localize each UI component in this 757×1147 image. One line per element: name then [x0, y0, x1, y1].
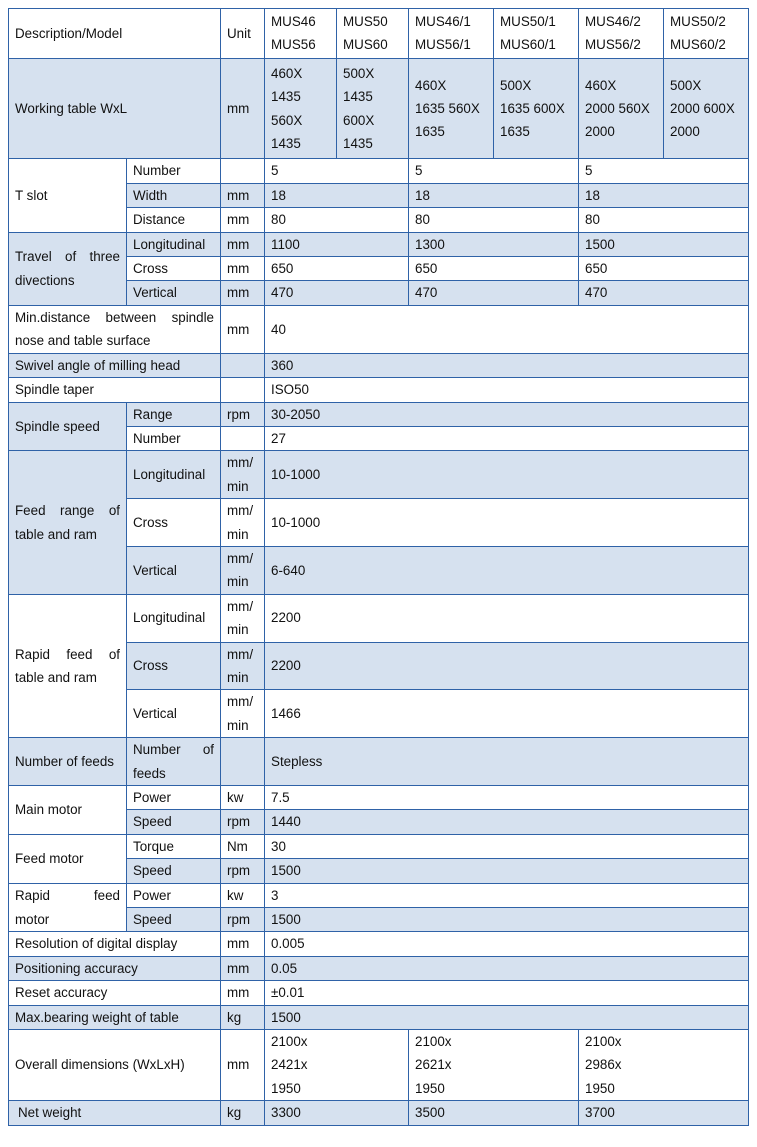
- row-label: Positioning accuracy: [9, 956, 221, 980]
- table-row: [9, 834, 749, 858]
- row-unit: [221, 426, 265, 450]
- sub-label: Power: [127, 883, 221, 907]
- value-cell: 1500: [265, 1005, 749, 1029]
- row-label: Main motor: [9, 786, 127, 835]
- value-cell: 3500: [409, 1101, 579, 1125]
- sub-label: Width: [127, 183, 221, 207]
- table-row: [9, 883, 749, 907]
- value-cell: 470: [265, 281, 409, 305]
- header-model: MUS46/2 MUS56/2: [579, 9, 664, 59]
- row-label: Feed motor: [9, 834, 127, 883]
- row-unit: mm: [221, 232, 265, 256]
- row-label: Spindle speed: [9, 402, 127, 451]
- sub-label: Longitudinal: [127, 232, 221, 256]
- value-cell: 470: [579, 281, 749, 305]
- table-row: [9, 956, 749, 980]
- value-cell: 7.5: [265, 786, 749, 810]
- table-row: [9, 981, 749, 1005]
- value-cell: 360: [265, 353, 749, 377]
- row-unit: mm: [221, 981, 265, 1005]
- row-unit: mm: [221, 932, 265, 956]
- value-cell: 460X 1435 560X 1435: [265, 58, 337, 159]
- row-unit: [221, 159, 265, 183]
- value-cell: 3: [265, 883, 749, 907]
- value-cell: 460X 1635 560X 1635: [409, 58, 494, 159]
- table-row: [9, 451, 749, 499]
- row-label: Min.distance between spindle nose and table surface: [9, 305, 221, 353]
- row-unit: mm: [221, 305, 265, 353]
- row-unit: kg: [221, 1101, 265, 1125]
- value-cell: 1100: [265, 232, 409, 256]
- row-unit: mm: [221, 281, 265, 305]
- row-unit: Nm: [221, 834, 265, 858]
- value-cell: 5: [265, 159, 409, 183]
- row-label: Net weight: [9, 1101, 221, 1125]
- table-row: [9, 159, 749, 183]
- row-unit: kw: [221, 883, 265, 907]
- table-row: [9, 1101, 749, 1125]
- header-row: [9, 9, 749, 59]
- sub-label: Cross: [127, 642, 221, 690]
- sub-label: Number of feeds: [127, 738, 221, 786]
- sub-label: Range: [127, 402, 221, 426]
- row-unit: mm: [221, 183, 265, 207]
- value-cell: 650: [579, 257, 749, 281]
- value-cell: 30: [265, 834, 749, 858]
- value-cell: 10-1000: [265, 499, 749, 547]
- sub-label: Longitudinal: [127, 594, 221, 642]
- table-row: [9, 58, 749, 159]
- sub-label: Distance: [127, 208, 221, 232]
- sub-label: Speed: [127, 810, 221, 834]
- value-cell: 2200: [265, 642, 749, 690]
- sub-label: Torque: [127, 834, 221, 858]
- value-cell: 18: [409, 183, 579, 207]
- table-row: [9, 402, 749, 426]
- row-unit: rpm: [221, 810, 265, 834]
- table-row: [9, 378, 749, 402]
- value-cell: 18: [579, 183, 749, 207]
- sub-label: Cross: [127, 499, 221, 547]
- value-cell: 2100x 2621x 1950: [409, 1030, 579, 1101]
- row-unit: mm/ min: [221, 451, 265, 499]
- header-unit: Unit: [221, 9, 265, 59]
- table-row: [9, 1030, 749, 1101]
- value-cell: 460X 2000 560X 2000: [579, 58, 664, 159]
- row-label: Swivel angle of milling head: [9, 353, 221, 377]
- value-cell: 40: [265, 305, 749, 353]
- row-unit: [221, 738, 265, 786]
- value-cell: 2100x 2421x 1950: [265, 1030, 409, 1101]
- table-row: [9, 232, 749, 256]
- value-cell: 470: [409, 281, 579, 305]
- row-label: Travel of three divections: [9, 232, 127, 305]
- row-label: Rapid feed motor: [9, 883, 127, 932]
- row-label: Reset accuracy: [9, 981, 221, 1005]
- row-unit: kg: [221, 1005, 265, 1029]
- row-unit: [221, 353, 265, 377]
- value-cell: 2100x 2986x 1950: [579, 1030, 749, 1101]
- table-row: [9, 305, 749, 353]
- value-cell: 650: [409, 257, 579, 281]
- value-cell: 80: [579, 208, 749, 232]
- row-label: Resolution of digital display: [9, 932, 221, 956]
- header-model: MUS46/1 MUS56/1: [409, 9, 494, 59]
- value-cell: 18: [265, 183, 409, 207]
- value-cell: ISO50: [265, 378, 749, 402]
- row-label: Overall dimensions (WxLxH): [9, 1030, 221, 1101]
- spec-table: [8, 8, 749, 1126]
- row-unit: mm: [221, 58, 265, 159]
- row-label: Working table WxL: [9, 58, 221, 159]
- value-cell: 1466: [265, 690, 749, 738]
- value-cell: 1500: [579, 232, 749, 256]
- value-cell: 80: [409, 208, 579, 232]
- row-unit: [221, 378, 265, 402]
- value-cell: 0.005: [265, 932, 749, 956]
- value-cell: 80: [265, 208, 409, 232]
- row-label: Feed range of table and ram: [9, 451, 127, 594]
- row-unit: mm/ min: [221, 594, 265, 642]
- row-unit: mm: [221, 956, 265, 980]
- header-model: MUS50/2 MUS60/2: [664, 9, 749, 59]
- table-row: [9, 786, 749, 810]
- value-cell: Stepless: [265, 738, 749, 786]
- value-cell: 1500: [265, 859, 749, 883]
- header-description: Description/Model: [9, 9, 221, 59]
- table-row: [9, 932, 749, 956]
- row-unit: rpm: [221, 859, 265, 883]
- row-unit: mm: [221, 257, 265, 281]
- value-cell: 500X 1435 600X 1435: [337, 58, 409, 159]
- value-cell: 500X 1635 600X 1635: [494, 58, 579, 159]
- row-unit: mm/ min: [221, 642, 265, 690]
- row-unit: kw: [221, 786, 265, 810]
- row-unit: rpm: [221, 402, 265, 426]
- row-label: Rapid feed of table and ram: [9, 594, 127, 737]
- value-cell: 650: [265, 257, 409, 281]
- sub-label: Power: [127, 786, 221, 810]
- value-cell: ±0.01: [265, 981, 749, 1005]
- row-unit: mm: [221, 1030, 265, 1101]
- value-cell: 10-1000: [265, 451, 749, 499]
- table-row: [9, 594, 749, 642]
- header-model: MUS50 MUS60: [337, 9, 409, 59]
- row-label: T slot: [9, 159, 127, 232]
- value-cell: 0.05: [265, 956, 749, 980]
- row-unit: mm: [221, 208, 265, 232]
- sub-label: Number: [127, 426, 221, 450]
- sub-label: Number: [127, 159, 221, 183]
- row-unit: mm/ min: [221, 546, 265, 594]
- sub-label: Cross: [127, 257, 221, 281]
- value-cell: 1440: [265, 810, 749, 834]
- value-cell: 5: [409, 159, 579, 183]
- value-cell: 1300: [409, 232, 579, 256]
- row-unit: mm/ min: [221, 690, 265, 738]
- sub-label: Vertical: [127, 281, 221, 305]
- row-label: Spindle taper: [9, 378, 221, 402]
- row-unit: mm/ min: [221, 499, 265, 547]
- row-unit: rpm: [221, 908, 265, 932]
- value-cell: 27: [265, 426, 749, 450]
- row-label: Number of feeds: [9, 738, 127, 786]
- value-cell: 30-2050: [265, 402, 749, 426]
- value-cell: 3300: [265, 1101, 409, 1125]
- sub-label: Longitudinal: [127, 451, 221, 499]
- value-cell: 6-640: [265, 546, 749, 594]
- row-label: Max.bearing weight of table: [9, 1005, 221, 1029]
- value-cell: 500X 2000 600X 2000: [664, 58, 749, 159]
- sub-label: Vertical: [127, 690, 221, 738]
- value-cell: 1500: [265, 908, 749, 932]
- sub-label: Vertical: [127, 546, 221, 594]
- table-row: [9, 353, 749, 377]
- table-row: [9, 738, 749, 786]
- sub-label: Speed: [127, 859, 221, 883]
- header-model: MUS50/1 MUS60/1: [494, 9, 579, 59]
- value-cell: 3700: [579, 1101, 749, 1125]
- value-cell: 5: [579, 159, 749, 183]
- table-row: [9, 1005, 749, 1029]
- value-cell: 2200: [265, 594, 749, 642]
- sub-label: Speed: [127, 908, 221, 932]
- header-model: MUS46 MUS56: [265, 9, 337, 59]
